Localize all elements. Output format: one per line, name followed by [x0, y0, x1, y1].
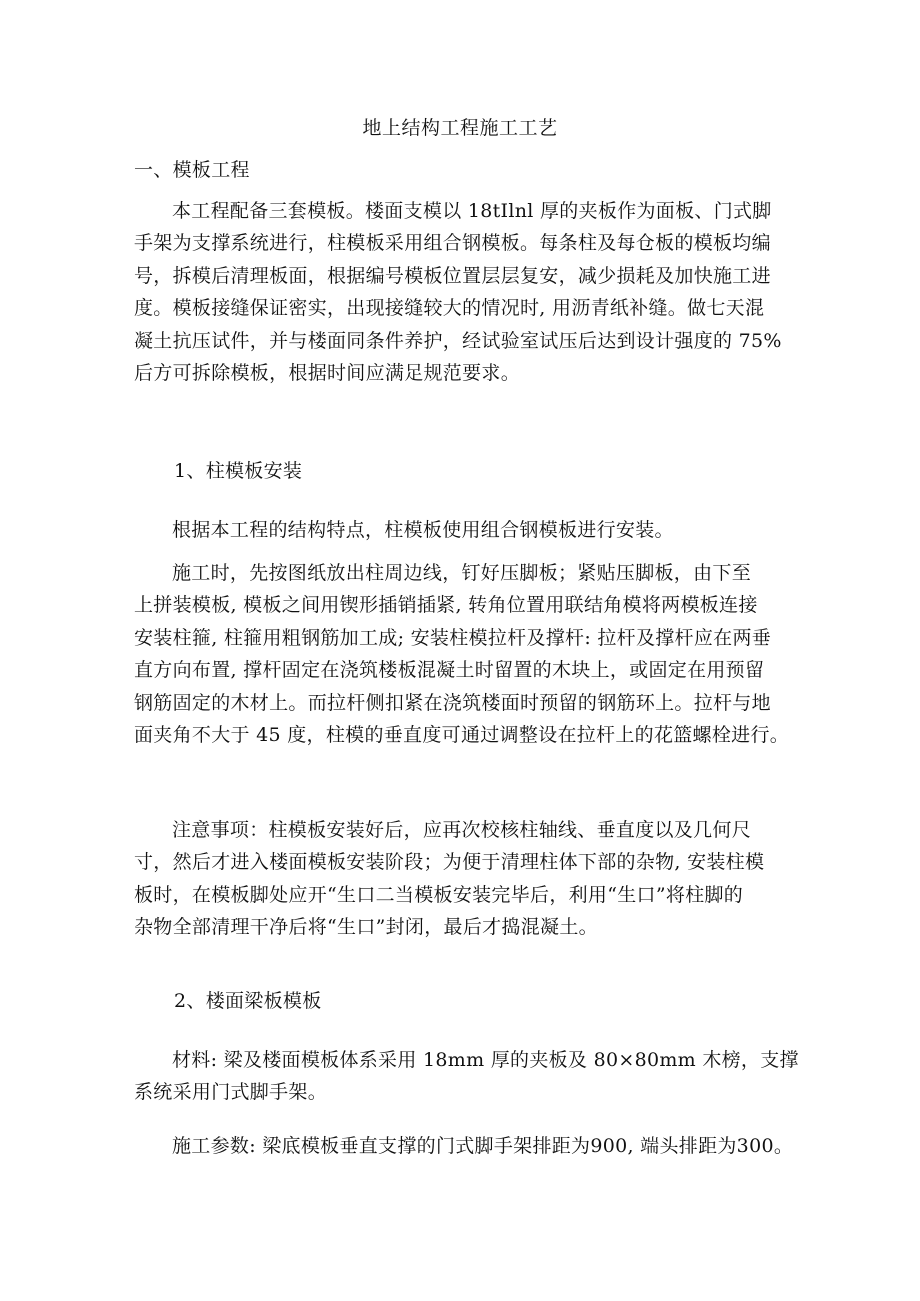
paragraph-column-notes: [134, 814, 802, 944]
paragraph-column-intro: [134, 514, 802, 546]
text-line: 施工时，先按图纸放出柱周边线，钉好压脚板；紧贴压脚板，由下至: [172, 562, 752, 584]
paragraph-formwork-overview: [134, 195, 802, 389]
document-title: 地上结构工程施工工艺: [362, 117, 558, 139]
text-line: 施工参数: 梁底模板垂直支撑的门式脚手架排距为900, 端头排距为300。: [172, 1135, 794, 1157]
section-heading-formwork: 一、模板工程: [134, 159, 250, 181]
text-line: 后方可拆除模板，根据时间应满足规范要求。: [134, 362, 521, 385]
text-line: 凝土抗压试件，并与楼面同条件养护，经试验室试压后达到设计强度的 75%: [134, 329, 782, 352]
text-line: 安装柱箍, 柱箍用粗钢筋加工成; 安装柱模拉杆及撑杆: 拉杆及撑杆应在两垂: [134, 626, 772, 649]
text-line: 寸，然后才进入楼面模板安装阶段；为便于清理柱体下部的杂物, 安装柱模: [134, 851, 765, 874]
text-line: 板时，在模板脚处应开“生口二当模板安装完毕后，利用“生口”将柱脚的: [134, 883, 744, 906]
paragraph-column-construction: [134, 557, 802, 751]
text-line: 手架为支撑系统进行，柱模板采用组合钢模板。每条柱及每仓板的模板均编: [134, 232, 771, 255]
text-line: 根据本工程的结构特点，柱模板使用组合钢模板进行安装。: [172, 519, 674, 541]
text-line: 钢筋固定的木材上。而拉杆侧扣紧在浇筑楼面时预留的钢筋环上。拉杆与地: [134, 691, 771, 714]
text-line: 上拼装模板, 模板之间用锲形插销插紧, 转角位置用联结角模将两模板连接: [134, 594, 758, 617]
text-line: 杂物全部清理干净后将“生口”封闭，最后才捣混凝土。: [134, 916, 598, 939]
text-line: 面夹角不大于 45 度，柱模的垂直度可通过调整设在拉杆上的花篮螺栓进行。: [134, 724, 790, 747]
text-line: 直方向布置, 撑杆固定在浇筑楼板混凝土时留置的木块上，或固定在用预留: [134, 659, 765, 682]
text-line: 系统采用门式脚手架。: [134, 1081, 328, 1104]
subsection-heading-floor-beam-formwork: 2、楼面梁板模板: [174, 990, 322, 1012]
text-line: 本工程配备三套模板。楼面支模以 18tIlnl 厚的夹板作为面板、门式脚: [172, 200, 772, 222]
text-line: 号，拆模后清理板面，根据编号模板位置层层复安，减少损耗及加快施工进: [134, 264, 771, 287]
text-line: 注意事项：柱模板安装好后，应再次校核柱轴线、垂直度以及几何尺: [172, 819, 752, 841]
subsection-heading-column-formwork: 1、柱模板安装: [174, 460, 303, 482]
text-line: 材料: 梁及楼面模板体系采用 18mm 厚的夹板及 80×80mm 木榜，支撑: [172, 1049, 799, 1071]
text-line: 度。模板接缝保证密实，出现接缝较大的情况时, 用沥青纸补缝。做七天混: [134, 297, 765, 320]
paragraph-construction-parameters: [134, 1130, 802, 1162]
paragraph-materials: [134, 1044, 802, 1109]
